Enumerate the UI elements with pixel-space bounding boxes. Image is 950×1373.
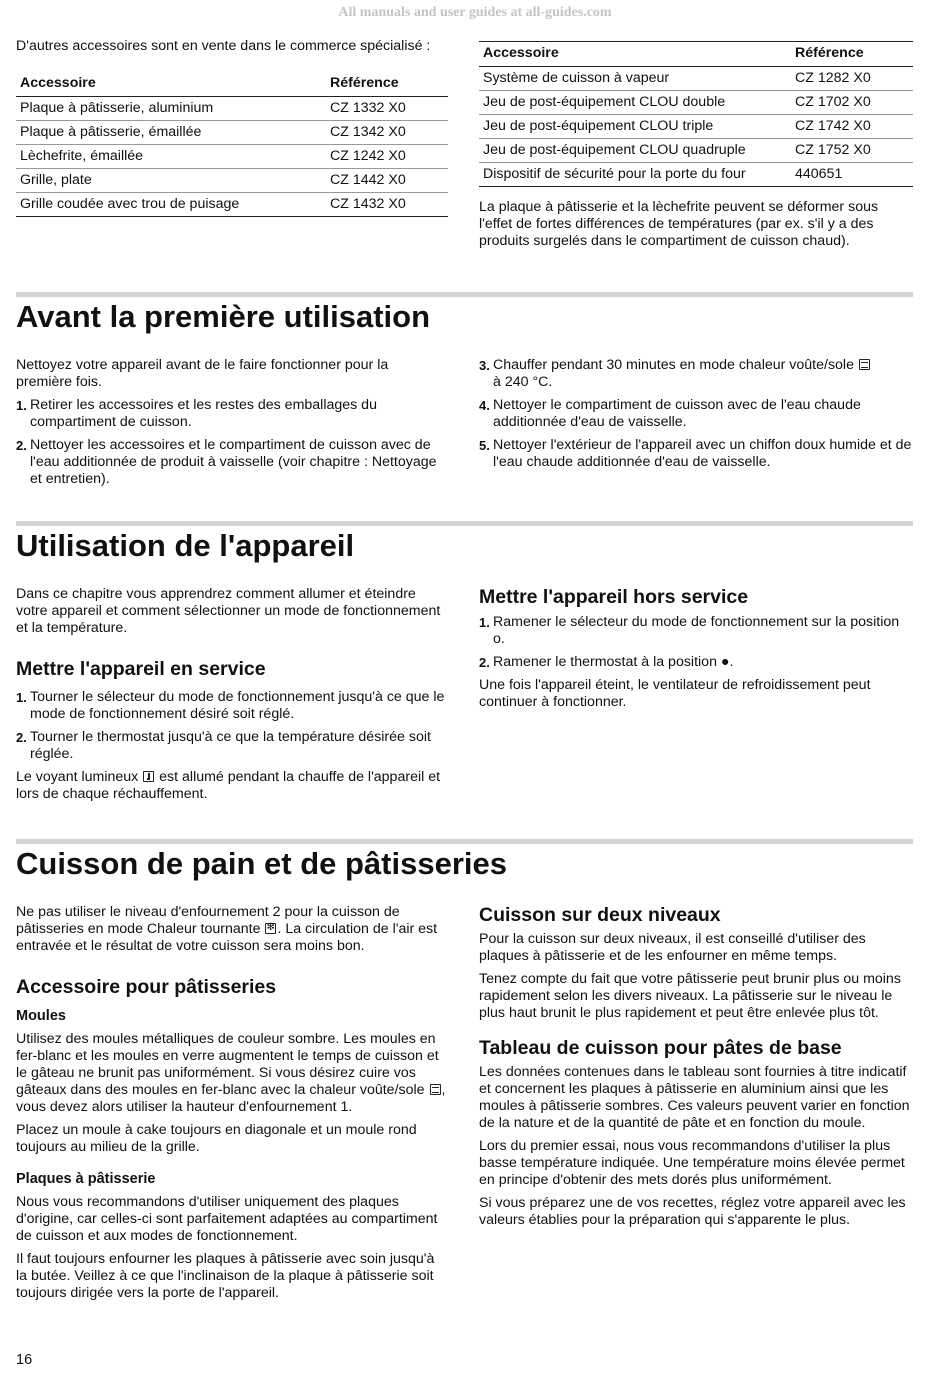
step-number: 1. xyxy=(16,690,27,705)
usage-intro: Dans ce chapitre vous apprendrez comment allumer et éteindre votre appareil et comment sélectionner un mode de fonctionnement et la température. xyxy=(16,586,441,636)
list-item xyxy=(16,437,448,488)
table-header-row xyxy=(479,42,913,67)
top-bottom-heat-icon xyxy=(859,359,870,370)
table-cell: CZ 1242 X0 xyxy=(326,145,448,169)
table-cell: Jeu de post-équipement CLOU triple xyxy=(479,115,791,139)
table-cell: CZ 1332 X0 xyxy=(326,97,448,121)
accessories-right-block xyxy=(479,41,913,256)
baking-intro xyxy=(16,904,448,955)
accessories-table-left xyxy=(16,72,448,217)
table-header-row xyxy=(16,72,448,97)
page-number: 16 xyxy=(16,1352,33,1368)
column-header-reference: Référence xyxy=(791,42,913,67)
first-use-intro: Nettoyez votre appareil avant de le faire fonctionner pour la première fois. xyxy=(16,357,389,390)
section-title-first-use: Avant la première utilisation xyxy=(16,299,431,334)
lamp-note xyxy=(16,769,448,803)
heading-switch-on: Mettre l'appareil en service xyxy=(16,658,266,680)
table-row xyxy=(16,145,448,169)
step-number: 3. xyxy=(479,358,490,373)
section-divider xyxy=(16,839,913,844)
heading-moules: Moules xyxy=(16,1008,66,1024)
heading-plaques: Plaques à pâtisserie xyxy=(16,1171,156,1187)
list-item xyxy=(16,729,448,763)
indicator-lamp-icon xyxy=(143,771,154,782)
step-number: 1. xyxy=(16,398,27,413)
table-row xyxy=(479,163,913,187)
section-title-usage: Utilisation de l'appareil xyxy=(16,528,355,563)
heading-switch-off: Mettre l'appareil hors service xyxy=(479,586,749,608)
table-cell: Plaque à pâtisserie, aluminium xyxy=(16,97,326,121)
table-cell: Système de cuisson à vapeur xyxy=(479,67,791,91)
step-number: 5. xyxy=(479,438,490,453)
section-divider xyxy=(16,521,913,526)
baking-right xyxy=(479,903,913,1235)
fan-heating-icon xyxy=(265,923,276,934)
list-item xyxy=(479,437,913,471)
moules-text-cont: , vous devez alors utiliser la hauteur d'enfournement 1. xyxy=(16,1082,446,1115)
step-text: Nettoyer l'extérieur de l'appareil avec un chiffon doux humide et de l'eau chaude additionnée d'eau de vaisselle. xyxy=(493,437,912,470)
two-levels-paragraph-1: Pour la cuisson sur deux niveaux, il est conseillé d'utiliser des plaques à pâtisserie et de les enfourner en même temps. xyxy=(479,931,866,964)
table-cell: 440651 xyxy=(791,163,913,187)
table-cell: Jeu de post-équipement CLOU double xyxy=(479,91,791,115)
lamp-note-text: Le voyant lumineux xyxy=(16,769,139,785)
deform-note: La plaque à pâtisserie et la lèchefrite peuvent se déformer sous l'effet de fortes différences de températures (par ex. s'il y a des produits surgelés dans le compartiment de cuisson chaud). xyxy=(479,199,879,249)
accessories-intro: D'autres accessoires sont en vente dans le commerce spécialisé : xyxy=(16,38,431,54)
list-item xyxy=(479,654,913,671)
section-title-baking: Cuisson de pain et de pâtisseries xyxy=(16,846,507,881)
table-row xyxy=(479,115,913,139)
section-divider xyxy=(16,292,913,297)
table-cell: CZ 1702 X0 xyxy=(791,91,913,115)
plaques-paragraph-1: Nous vous recommandons d'utiliser uniquement des plaques d'origine, car celles-ci sont parfaitement adaptées au compartiment de cuisson et aux modes de fonctionnement. xyxy=(16,1194,438,1244)
moules-text: Utilisez des moules métalliques de couleur sombre. Les moules en fer-blanc et les moules en verre augmentent le temps de cuisson et le gâteau ne brunit pas uniformément. Si vous désirez cuire vos gâteaux dans des moules en fer-blanc avec la chaleur voûte/sole xyxy=(16,1031,439,1098)
table-cell: CZ 1442 X0 xyxy=(326,169,448,193)
step-text: Ramener le sélecteur du mode de fonctionnement sur la position o. xyxy=(493,614,900,647)
list-item xyxy=(16,689,448,723)
table-cell: CZ 1282 X0 xyxy=(791,67,913,91)
list-item xyxy=(479,614,913,648)
moules-paragraph-1 xyxy=(16,1031,448,1116)
table-cell: Jeu de post-équipement CLOU quadruple xyxy=(479,139,791,163)
watermark: All manuals and user guides at all-guides.com xyxy=(338,5,612,20)
two-levels-paragraph-2: Tenez compte du fait que votre pâtisserie peut brunir plus ou moins rapidement selon les divers niveaux. La pâtisserie sur le niveau le plus haut brunit le plus rapidement et peut être enlevée plus tôt. xyxy=(479,971,901,1021)
first-use-left xyxy=(16,357,448,494)
step-text-cont: à 240 °C. xyxy=(493,374,553,390)
column-header-reference: Référence xyxy=(326,72,448,97)
accessories-table-right xyxy=(479,41,913,187)
list-item xyxy=(479,397,913,431)
switch-on-steps xyxy=(16,689,448,763)
table-row xyxy=(16,97,448,121)
lamp-note-text-cont: est allumé pendant la chauffe de l'appareil et lors de chaque réchauffement. xyxy=(16,769,441,802)
baking-table-paragraph-3: Si vous préparez une de vos recettes, réglez votre appareil avec les valeurs établies pour la préparation qui s'apparente le plus. xyxy=(479,1195,906,1228)
table-cell: Grille, plate xyxy=(16,169,326,193)
step-text: Retirer les accessoires et les restes des emballages du compartiment de cuisson. xyxy=(30,397,377,430)
first-use-right xyxy=(479,357,913,477)
switch-off-note: Une fois l'appareil éteint, le ventilateur de refroidissement peut continuer à fonctionner. xyxy=(479,677,871,710)
table-cell: CZ 1742 X0 xyxy=(791,115,913,139)
step-text: Nettoyer les accessoires et le compartiment de cuisson avec de l'eau additionnée de produit à vaisselle (voir chapitre : Nettoyage et entretien). xyxy=(30,437,437,487)
step-number: 4. xyxy=(479,398,490,413)
table-cell: Lèchefrite, émaillée xyxy=(16,145,326,169)
heading-two-levels: Cuisson sur deux niveaux xyxy=(479,904,721,926)
step-text: Nettoyer le compartiment de cuisson avec de l'eau chaude additionnée d'eau de vaisselle. xyxy=(493,397,861,430)
step-number: 2. xyxy=(479,655,490,670)
accessories-intro-block xyxy=(16,38,448,217)
baking-intro-text-cont: . La circulation de l'air est entravée et le résultat de votre cuisson sera moins bon. xyxy=(16,921,438,954)
first-use-steps-right xyxy=(479,357,913,471)
usage-left xyxy=(16,586,448,809)
step-text: Tourner le sélecteur du mode de fonctionnement jusqu'à ce que le mode de fonctionnement désiré soit réglé. xyxy=(30,689,445,722)
table-row xyxy=(16,193,448,217)
switch-off-steps xyxy=(479,614,913,671)
usage-right xyxy=(479,585,913,717)
column-header-accessoire: Accessoire xyxy=(479,42,791,67)
baking-table-paragraph-1: Les données contenues dans le tableau sont fournies à titre indicatif et concernent les plaques à pâtisserie en aluminium ainsi que les moules à pâtisserie sombres. Ces valeurs peuvent varier en fonction de la nature et de la quantité de pâte et en fonction du moule. xyxy=(479,1064,910,1131)
heading-accessories-baking: Accessoire pour pâtisseries xyxy=(16,976,277,998)
baking-left xyxy=(16,904,448,1308)
table-cell: Grille coudée avec trou de puisage xyxy=(16,193,326,217)
table-row xyxy=(16,169,448,193)
table-row xyxy=(16,121,448,145)
step-text: Chauffer pendant 30 minutes en mode chaleur voûte/sole xyxy=(493,357,854,373)
moules-paragraph-2: Placez un moule à cake toujours en diagonale et un moule rond toujours au milieu de la grille. xyxy=(16,1122,417,1155)
table-cell: Dispositif de sécurité pour la porte du four xyxy=(479,163,791,187)
top-bottom-heat-icon xyxy=(430,1084,441,1095)
table-row xyxy=(479,139,913,163)
table-row xyxy=(479,67,913,91)
first-use-steps-left xyxy=(16,397,448,488)
plaques-paragraph-2: Il faut toujours enfourner les plaques à pâtisserie avec soin jusqu'à la butée. Veillez à ce que l'inclinaison de la plaque à pâtisserie soit toujours dirigée vers la porte de l'appareil. xyxy=(16,1251,435,1301)
list-item xyxy=(16,397,448,431)
table-cell: Plaque à pâtisserie, émaillée xyxy=(16,121,326,145)
step-number: 1. xyxy=(479,615,490,630)
list-item xyxy=(479,357,913,391)
table-cell: CZ 1752 X0 xyxy=(791,139,913,163)
step-number: 2. xyxy=(16,438,27,453)
baking-intro-text: Ne pas utiliser le niveau d'enfournement 2 pour la cuisson de pâtisseries en mode Chaleur tournante xyxy=(16,904,400,937)
step-number: 2. xyxy=(16,730,27,745)
column-header-accessoire: Accessoire xyxy=(16,72,326,97)
step-text: Tourner le thermostat jusqu'à ce que la température désirée soit réglée. xyxy=(30,729,431,762)
baking-table-paragraph-2: Lors du premier essai, nous vous recommandons d'utiliser la plus basse température indiquée. Une température moins élevée permet en principe d'obtenir des mets dorés plus uniformément. xyxy=(479,1138,905,1188)
table-cell: CZ 1342 X0 xyxy=(326,121,448,145)
table-cell: CZ 1432 X0 xyxy=(326,193,448,217)
table-row xyxy=(479,91,913,115)
heading-baking-table: Tableau de cuisson pour pâtes de base xyxy=(479,1037,842,1059)
step-text: Ramener le thermostat à la position ●. xyxy=(493,654,734,670)
